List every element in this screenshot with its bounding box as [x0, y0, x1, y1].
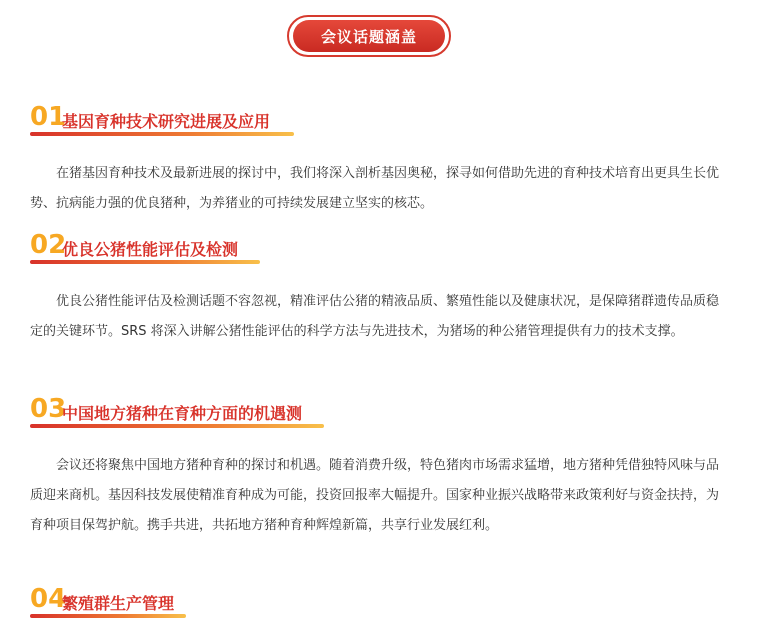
- badge-label: 会议话题涵盖: [293, 20, 445, 52]
- section-title: 优良公猪性能评估及检测: [62, 240, 239, 259]
- heading-underline: [30, 424, 324, 428]
- section-heading: [30, 394, 749, 428]
- section-01: [30, 102, 749, 219]
- section-title: 繁殖群生产管理: [62, 594, 175, 613]
- section-number: 03: [30, 394, 67, 424]
- section-number: 04: [30, 584, 67, 614]
- section-03: [30, 394, 749, 541]
- topic-badge: [287, 15, 451, 57]
- section-body: 优良公猪性能评估及检测话题不容忽视，精准评估公猪的精液品质、繁殖性能以及健康状况，是保障猪群遗传品质稳定的关键环节。SRS 将深入讲解公猪性能评估的科学方法与先进技术，为猪场的种公猪管理提供有力的技术支撑。: [30, 294, 720, 339]
- section-heading: [30, 584, 749, 618]
- section-02: [30, 230, 749, 347]
- section-title: 中国地方猪种在育种方面的机遇测: [62, 404, 303, 423]
- section-body: 在猪基因育种技术及最新进展的探讨中，我们将深入剖析基因奥秘，探寻如何借助先进的育种技术培育出更具生长优势、抗病能力强的优良猪种，为养猪业的可持续发展建立坚实的核芯。: [30, 166, 720, 211]
- section-number: 01: [30, 102, 67, 132]
- heading-underline: [30, 614, 186, 618]
- section-title: 基因育种技术研究进展及应用: [62, 112, 271, 131]
- section-heading: [30, 230, 749, 264]
- heading-underline: [30, 260, 260, 264]
- section-number: 02: [30, 230, 67, 260]
- section-heading: [30, 102, 749, 136]
- section-04: [30, 584, 749, 618]
- heading-underline: [30, 132, 294, 136]
- section-body: 会议还将聚焦中国地方猪种育种的探讨和机遇。随着消费升级，特色猪肉市场需求猛增，地方猪种凭借独特风味与品质迎来商机。基因科技发展使精准育种成为可能，投资回报率大幅提升。国家种业振兴战略带来政策利好与资金扶持，为育种项目保驾护航。携手共进，共拓地方猪种育种辉煌新篇，共享行业发展红利。: [30, 458, 720, 533]
